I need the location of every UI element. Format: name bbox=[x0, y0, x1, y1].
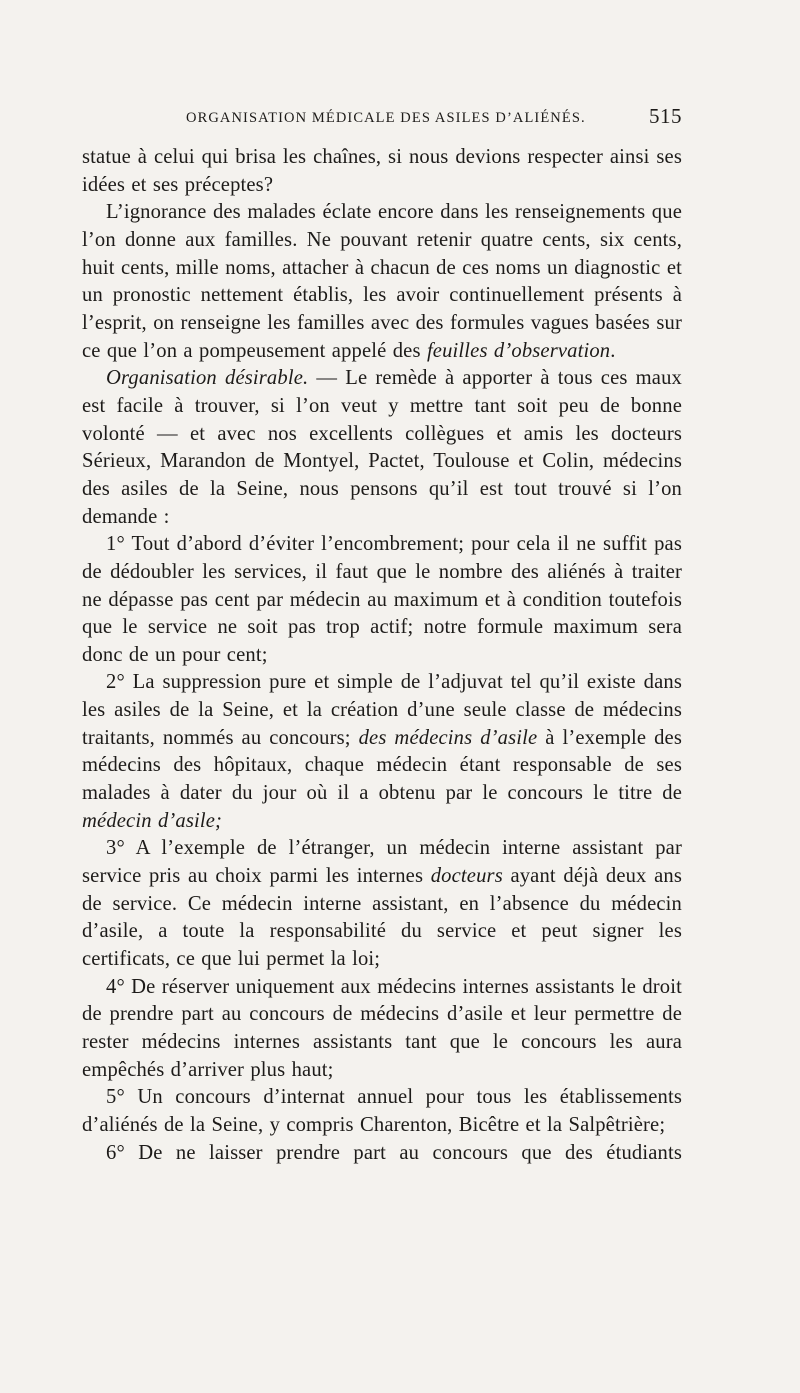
paragraph-organisation bbox=[82, 365, 682, 531]
list-item-6 bbox=[82, 1140, 682, 1168]
list-item-4 bbox=[82, 974, 682, 1085]
paragraph-text: L’ignorance des malades éclate encore dans les renseignements que l’on donne aux familles. Ne pouvant retenir quatre cents, six cents, huit cents, mille noms, attacher à chacun de ces noms un diagnostic et un pronostic nettement établis, les avoir continuellement présents à l’esprit, on renseigne les familles avec des formules vagues basées sur ce que l’on a pompeusement appelé des bbox=[82, 201, 682, 362]
paragraph-text: 6° De ne laisser prendre part au concours que des étudiants bbox=[106, 1141, 682, 1164]
list-item-3 bbox=[82, 835, 682, 973]
paragraph-text: 5° Un concours d’internat annuel pour tous les établissements d’aliénés de la Seine, y compris Charenton, Bicêtre et la Salpêtrière; bbox=[82, 1086, 682, 1136]
italic-term: docteurs bbox=[430, 865, 503, 888]
list-item-5 bbox=[82, 1084, 682, 1139]
paragraph-text: à l’exemple des médecins des hôpitaux, chaque médecin étant responsable de ses malades à dater du jour où il a obtenu par le concours le titre de bbox=[82, 726, 683, 805]
paragraph-text: 2° La suppression pure et simple de l’adjuvat tel qu’il existe dans les asiles de la Seine, et la création d’une seule classe de médecins traitants, nommés au concours; bbox=[82, 671, 682, 749]
paragraph-text: . bbox=[610, 339, 616, 362]
paragraph-text: 4° De réserver uniquement aux médecins internes assistants le droit de prendre part au concours de médecins d’asile et leur permettre de rester médecins internes assistants tant que le concours les aura empêchés d’arriver plus haut; bbox=[82, 975, 682, 1081]
page-number: 515 bbox=[649, 104, 682, 128]
paragraph-text: ayant déjà deux ans de service. Ce médecin interne assistant, en l’absence du médecin d’asile, a toute la responsabilité du service et peut signer les certificats, ce que lui permet la loi; bbox=[82, 865, 682, 971]
running-title: ORGANISATION MÉDICALE DES ASILES D’ALIÉNÉS. bbox=[186, 110, 586, 126]
paragraph-text: — Le remède à apporter à tous ces maux est facile à trouver, si l’on veut y mettre tant soit peu de bonne volonté — et avec nos excellents collègues et amis les docteurs Sérieux, Marandon de Montyel, Pactet, Toulouse et Colin, médecins des asiles de la Seine, nous pensons qu’il est tout trouvé si l’on demande : bbox=[82, 367, 682, 528]
list-item-2 bbox=[82, 669, 682, 835]
paragraph-continuation bbox=[82, 144, 682, 199]
list-item-1 bbox=[82, 531, 682, 669]
italic-term: médecin d’asile; bbox=[82, 809, 223, 832]
paragraph-text: 1° Tout d’abord d’éviter l’encombrement; pour cela il ne suffit pas de dédoubler les services, il faut que le nombre des aliénés à traiter ne dépasse pas cent par médecin au maximum et à condition toutefois que le service ne soit pas trop actif; notre formule maximum sera donc de un pour cent; bbox=[82, 533, 682, 666]
section-lead-italic: Organisation désirable. bbox=[106, 367, 309, 390]
paragraph-text: 3° A l’exemple de l’étranger, un médecin interne assistant par service pris au choix parmi les internes bbox=[82, 837, 682, 888]
italic-term: feuilles d’observation bbox=[426, 339, 611, 362]
body-text bbox=[82, 144, 682, 1167]
paragraph-text: statue à celui qui brisa les chaînes, si nous devions respecter ainsi ses idées et ses préceptes? bbox=[82, 146, 682, 196]
paragraph-ignorance bbox=[82, 199, 682, 365]
italic-term: des médecins d’asile bbox=[358, 726, 538, 749]
running-header bbox=[82, 104, 682, 134]
